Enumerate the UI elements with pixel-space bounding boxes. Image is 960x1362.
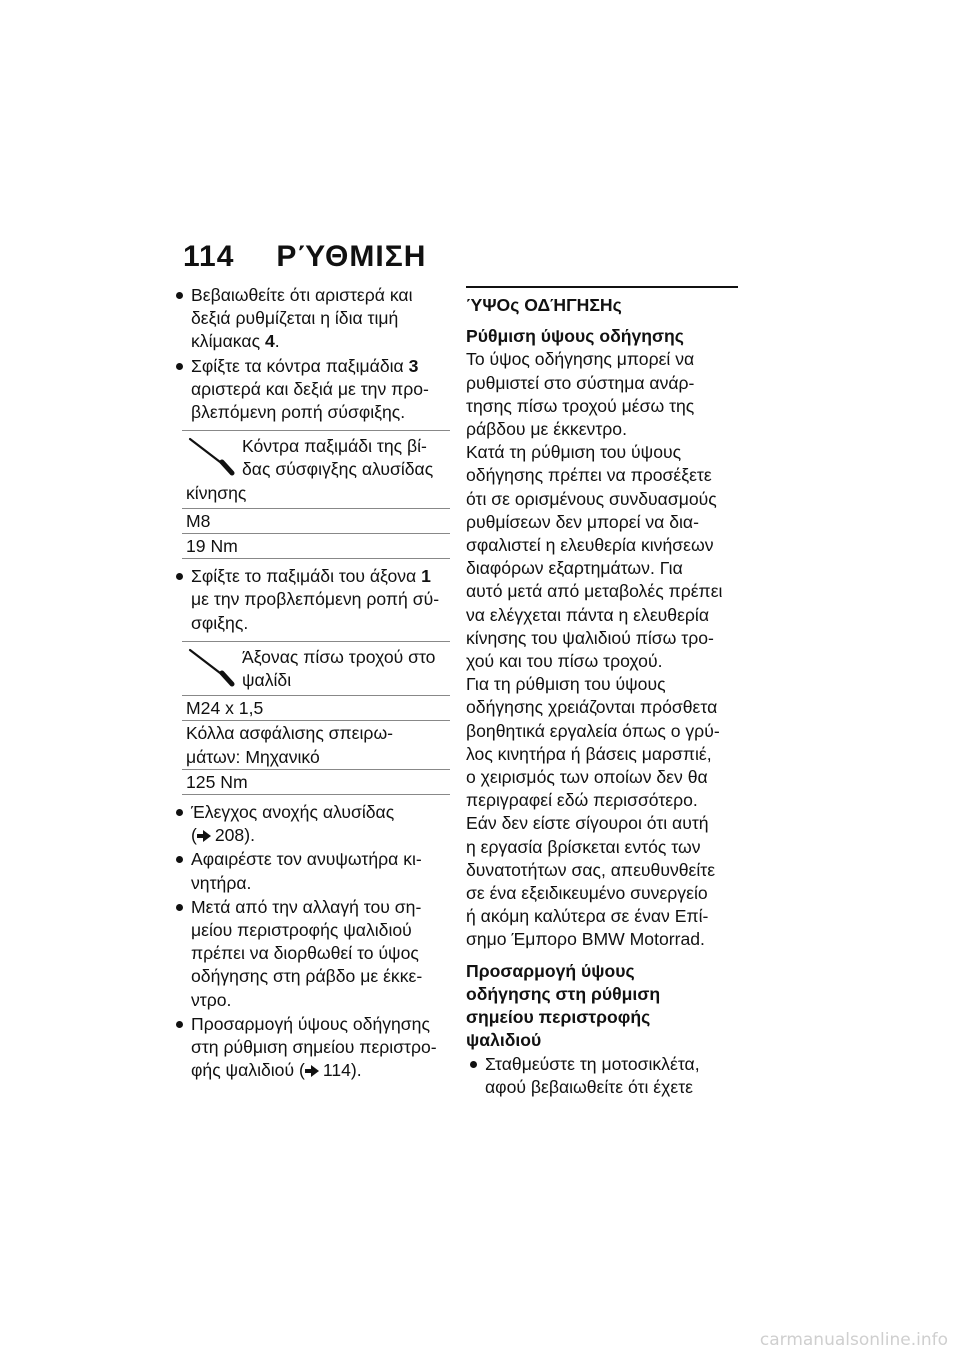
torque-wrench-icon: [186, 435, 240, 477]
torque-spec-table: [182, 641, 450, 795]
list-item: Σταθμεύστε τη μοτοσικλέτα, αφού βεβαιωθείτε ότι έχετε: [466, 1053, 738, 1099]
left-column: [172, 284, 450, 1083]
list-item: Βεβαιωθείτε ότι αριστερά και δεξιά ρυθμίζεται η ίδια τιμή κλίμακας 4.: [172, 284, 450, 354]
spec-row: Κόλλα ασφάλισης σπειρω- μάτων: Μηχανικό: [182, 721, 450, 769]
list-item: Σφίξτε τα κόντρα παξιμάδια 3 αριστερά και δεξιά με την προ- βλεπόμενη ροπή σύσφιξης.: [172, 355, 450, 425]
watermark: carmanualsonline.info: [759, 1330, 948, 1350]
cross-reference-arrow-icon: [305, 1065, 319, 1077]
spec-row: M8: [182, 509, 450, 534]
part-reference: 4: [264, 331, 275, 352]
cross-reference-arrow-icon: [197, 830, 211, 842]
part-reference: 3: [408, 355, 419, 376]
body-paragraph: Το ύψος οδήγησης μπορεί να ρυθμιστεί στο σύστημα ανάρ- τησης πίσω τροχού μέσω της ράβδου με έκκεντρο. Κατά τη ρύθμιση του ύψους οδήγησης πρέπει να προσέξετε ότι σε ορισμένους συνδυασμούς ρυθμίσεων δεν μπορεί να δια- σφαλιστεί η ελευθερία κινήσεων διαφόρων εξαρτημάτων. Για αυτό μετά από μεταβολές πρέπει να ελέγχεται πάντα η ελευθερία κίνησης του ψαλιδιού πίσω τρο- χού και του πίσω τροχού. Για τη ρύθμιση του ύψους οδήγησης χρειάζονται πρόσθετα βοηθητικά εργαλεία όπως ο γρύ- λος κινητήρα ή βάσεις μαρσπιέ, ο χειρισμός των οποίων δεν θα περιγραφεί εδώ περισσότερο. Εάν δεν είστε σίγουροι ότι αυτή η εργασία βρίσκεται εντός των δυνατοτήτων σας, απευθυνθείτε σε ένα εξειδικευμένο συνεργείο ή ακόμη καλύτερα σε έναν Επί- σημο Έμπορο BMW Motorrad.: [466, 349, 723, 950]
list-item: Έλεγχος ανοχής αλυσίδας ( 208).: [172, 801, 450, 847]
list-item: Μετά από την αλλαγή του ση- μείου περιστροφής ψαλιδιού πρέπει να διορθωθεί το ύψος οδήγησης στη ράβδο με έκκε- ντρο.: [172, 896, 450, 1012]
part-reference: 1: [421, 566, 431, 587]
spec-header: Άξονας πίσω τροχού στο ψαλίδι: [182, 642, 450, 696]
page-header: [183, 240, 426, 274]
spec-row: M24 x 1,5: [182, 696, 450, 721]
spec-header: Κόντρα παξιμάδι της βί- δας σύσφιγξης αλυσίδας κίνησης: [182, 431, 450, 509]
list-item: Σφίξτε το παξιμάδι του άξονα 1 με την προβλεπόμενη ροπή σύ- σφιξης.: [172, 565, 450, 635]
subsection-title: Προσαρμογή ύψους οδήγησης στη ρύθμιση σημείου περιστροφής ψαλιδιού: [466, 960, 661, 1051]
torque-wrench-icon: [186, 646, 240, 688]
chapter-title: ΡΎΘΜΙΣΗ: [276, 240, 427, 273]
section-divider: [466, 286, 738, 288]
spec-row: 19 Nm: [182, 534, 450, 559]
list-item: Προσαρμογή ύψους οδήγησης στη ρύθμιση σημείου περιστρο- φής ψαλιδιού ( 114).: [172, 1013, 450, 1083]
section-title: ΎΨΟς ΟΔΉΓΗΣΗς: [466, 295, 622, 315]
spec-row: 125 Nm: [182, 770, 450, 795]
torque-spec-table: [182, 430, 450, 559]
subsection-title: Ρύθμιση ύψους οδήγησης: [466, 326, 684, 347]
list-item: Αφαιρέστε τον ανυψωτήρα κι- νητήρα.: [172, 848, 450, 894]
page-number: 114: [183, 240, 235, 273]
right-column: [466, 284, 738, 1099]
